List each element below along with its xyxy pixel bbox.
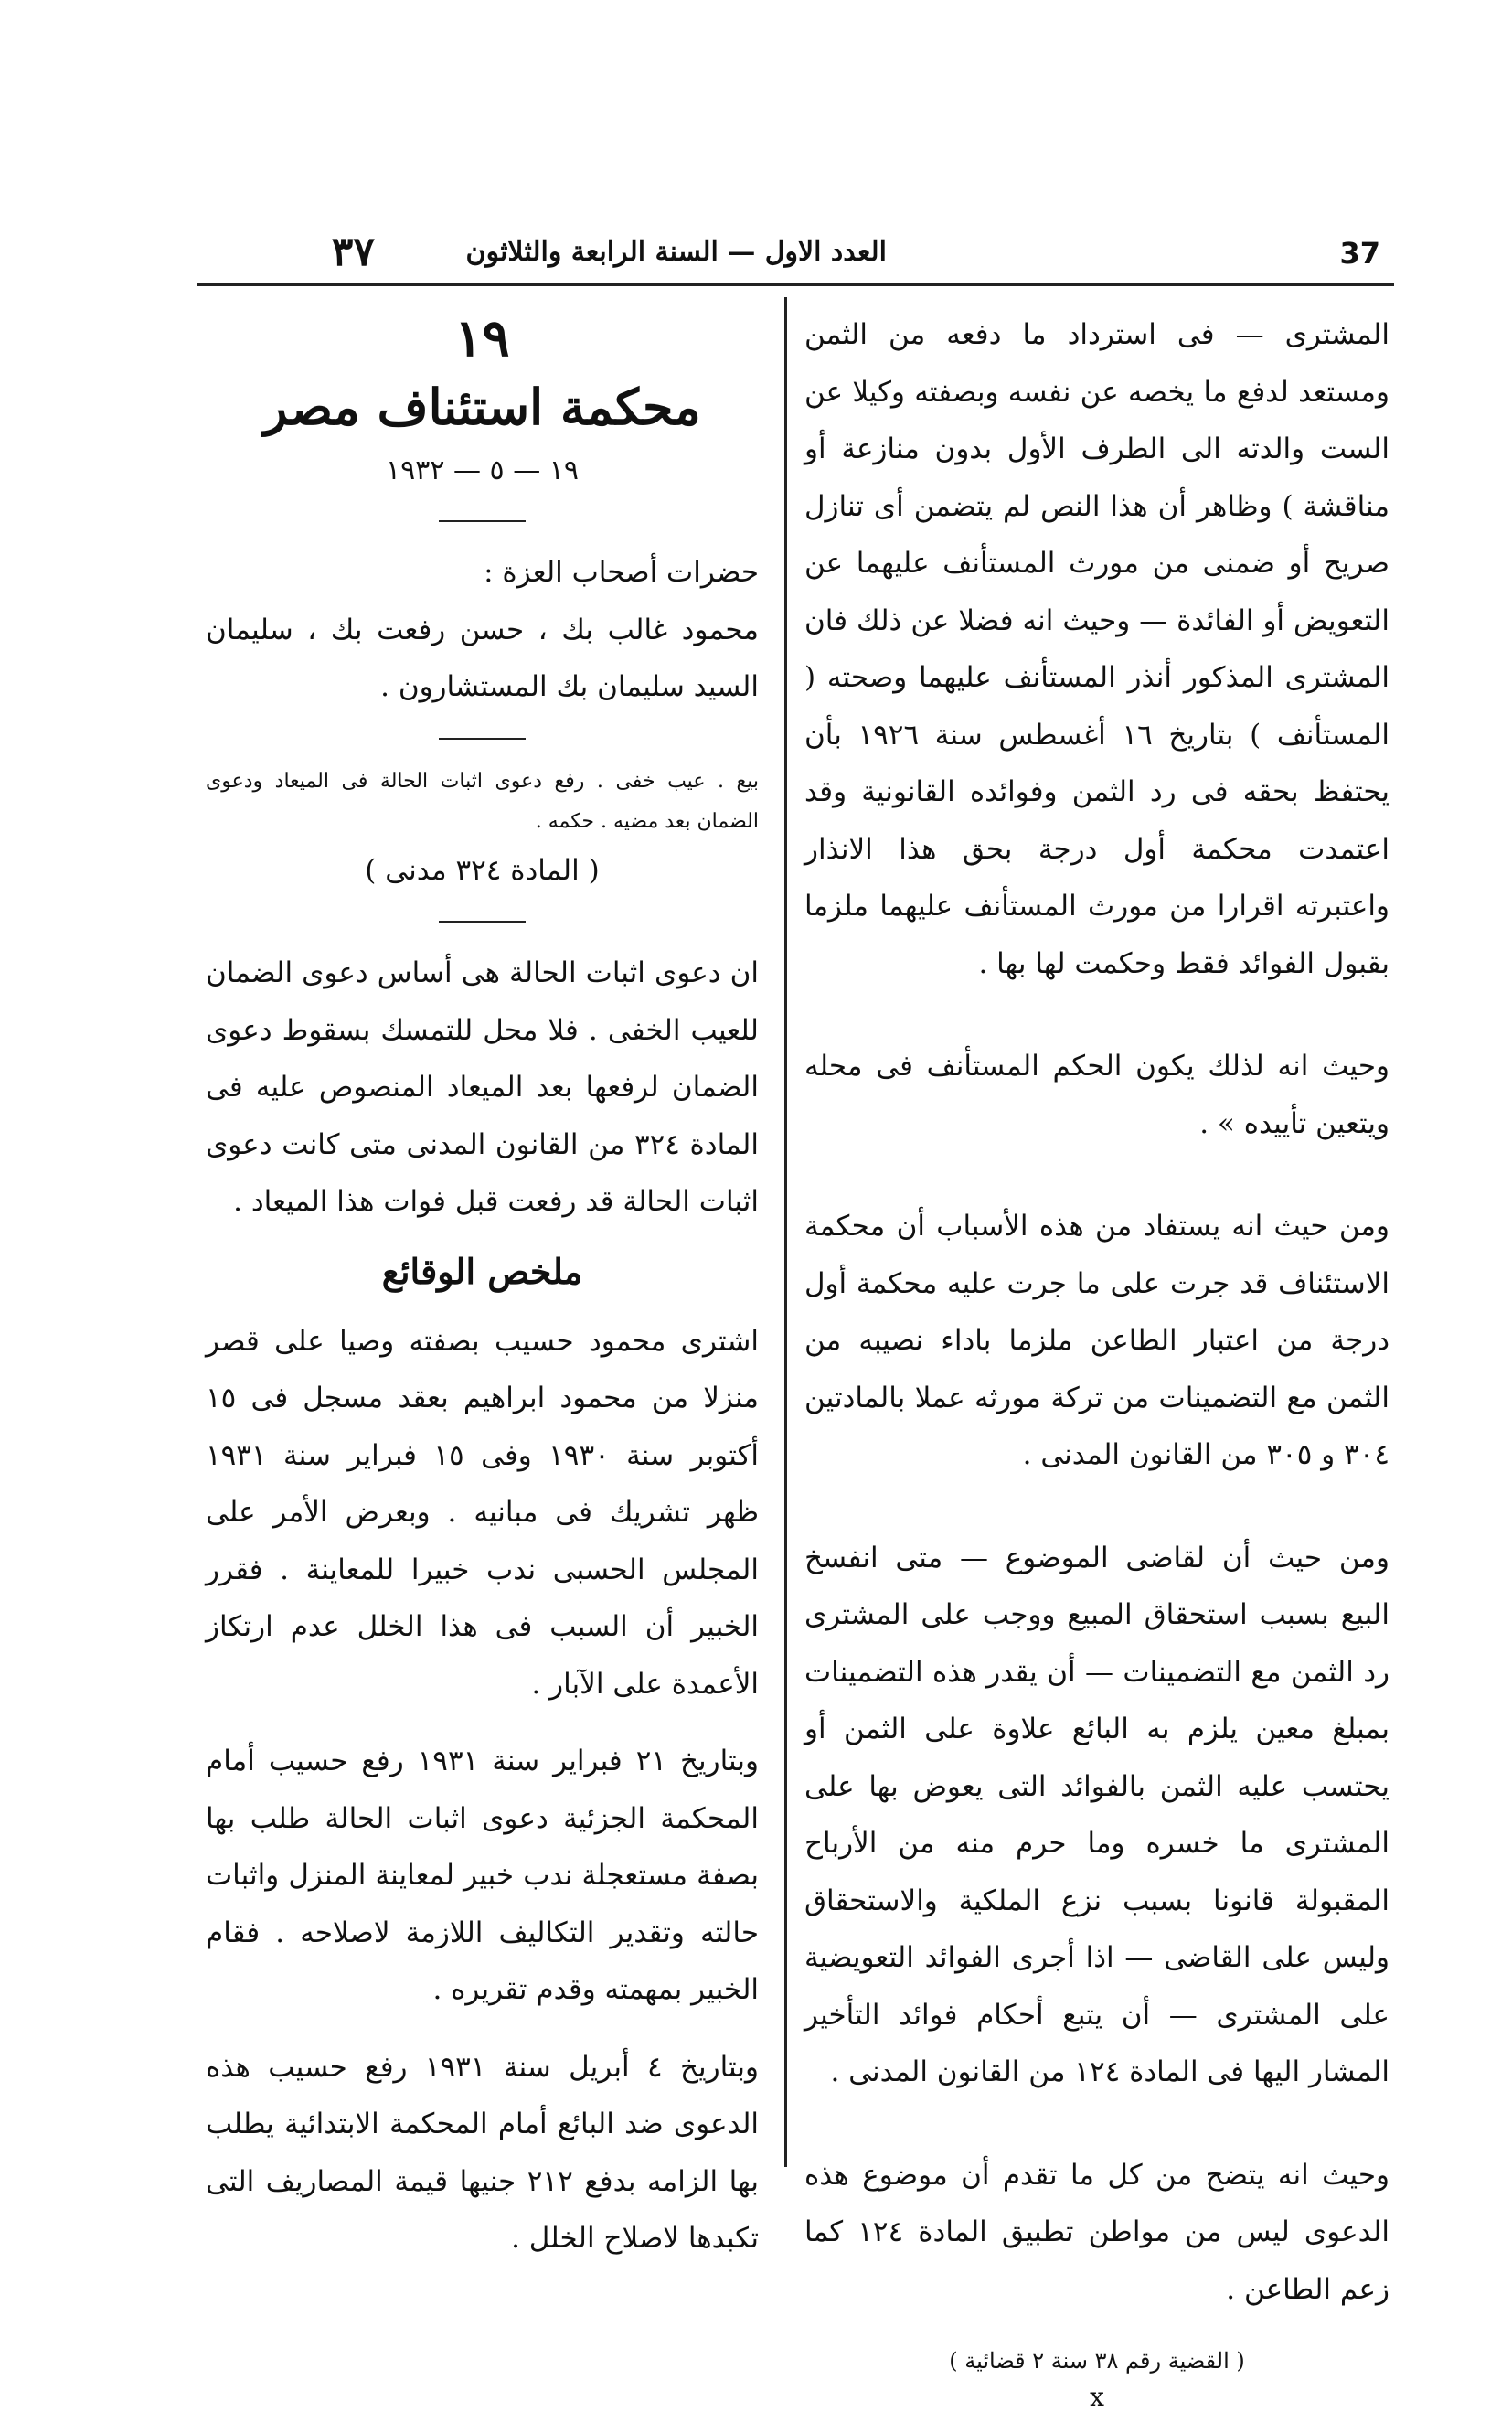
legal-principle: ان دعوى اثبات الحالة هى أساس دعوى الضمان للعيب الخفى . فلا محل للتمسك بسقوط دعوى الضمان لرفعها بعد الميعاد المنصوص عليه فى المادة ٣٢٤ من القانون المدنى متى كانت دعوى اثبات الحالة قد رفعت قبل فوات هذا الميعاد .	[206, 956, 759, 1218]
facts-title: ملخص الوقائع	[381, 1250, 583, 1292]
judgment-date: ١٩ — ٥ — ١٩٣٢	[386, 454, 579, 486]
paragraph: المشترى — فى استرداد ما دفعه من الثمن ومستعد لدفع ما يخصه عن نفسه وبصفته وكيلا عن الست والدته الى الطرف الأول بدون منازعة أو مناقشة ) وظاهر أن هذا النص لم يتضمن أى تنازل صريح أو ضمنى من مورث المستأنف عليهما عن التعويض أو الفائدة — وحيث انه فضلا عن ذلك فان المشترى المذكور أنذر المستأنف عليهما وصحته ( المستأنف ) بتاريخ ١٦ أغسطس سنة ١٩٢٦ بأن يحتفظ بحقه فى رد الثمن وفوائده القانونية وقد اعتمدت محكمة أول درجة بحق هذا الانذار واعتبرته اقرارا من مورث المستأنف عليهما ملزما بقبول الفوائد فقط وحكمت لها بها .	[804, 318, 1390, 980]
page-number-arabic: ٣٧	[331, 229, 375, 275]
attendance-names: محمود غالب بك ، حسن رفعت بك ، سليمان السيد سليمان بك المستشارون .	[206, 613, 759, 703]
paragraph: وحيث انه لذلك يكون الحكم المستأنف فى محله ويتعين تأييده » .	[804, 1050, 1390, 1140]
right-column	[804, 306, 1390, 2411]
left-column	[206, 306, 759, 2268]
facts-paragraph: وبتاريخ ٤ أبريل سنة ١٩٣١ رفع حسيب هذه الدعوى ضد البائع أمام المحكمة الابتدائية يطلب بها الزامه بدفع ٢١٢ جنيها قيمة المصاريف التى تكبدها لاصلاح الخلل .	[206, 2050, 759, 2255]
court-name: محكمة استئناف مصر	[263, 378, 701, 436]
page-header	[201, 229, 1390, 283]
keywords: بيع . عيب خفى . رفع دعوى اثبات الحالة فى الميعاد ودعوى الضمان بعد مضيه . حكمه .	[206, 769, 759, 833]
paragraph: ومن حيث أن لقاضى الموضوع — متى انفسخ البيع بسبب استحقاق المبيع ووجب على المشترى رد الثمن مع التضمينات — أن يقدر هذه التضمينات بمبلغ معين يلزم به البائع علاوة على الثمن أو يحتسب عليه الثمن بالفوائد التى يعوض بها على المشترى ما خسره وما حرم منه من الأرباح المقبولة قانونا بسبب نزع الملكية والاستحقاق وليس على القاضى — اذا أجرى الفوائد التعويضية على المشترى — أن يتبع أحكام فوائد التأخير المشار اليها فى المادة ١٢٤ من القانون المدنى .	[804, 1541, 1390, 2088]
divider	[439, 520, 526, 522]
divider	[439, 921, 526, 923]
header-rule	[197, 283, 1394, 286]
paragraph: وحيث انه يتضح من كل ما تقدم أن موضوع هذه الدعوى ليس من مواطن تطبيق المادة ١٢٤ كما زعم الطاعن .	[804, 2158, 1390, 2306]
handwritten-mark: x	[1090, 2382, 1104, 2412]
paragraph: ومن حيث انه يستفاد من هذه الأسباب أن محكمة الاستئناف قد جرت على ما جرت عليه محكمة أول درجة من اعتبار الطاعن ملزما باداء نصيبه من الثمن مع التضمينات من تركة مورثه عملا بالمادتين ٣٠٤ و ٣٠٥ من القانون المدنى .	[804, 1210, 1390, 1471]
case-citation: ( القضية رقم ٣٨ سنة ٢ قضائية )	[949, 2348, 1245, 2374]
case-number: ١٩	[454, 308, 510, 368]
facts-paragraph: وبتاريخ ٢١ فبراير سنة ١٩٣١ رفع حسيب أمام المحكمة الجزئية دعوى اثبات الحالة طلب بها بصفة مستعجلة ندب خبير لمعاينة المنزل واثبات حالته وتقدير التكاليف اللازمة لاصلاحه . فقام الخبير بمهمته وقدم تقريره .	[206, 1745, 759, 2006]
running-title: العدد الاول — السنة الرابعة والثلاثون	[465, 236, 887, 268]
facts-paragraph: اشترى محمود حسيب بصفته وصيا على قصر منزلا من محمود ابراهيم بعقد مسجل فى ١٥ أكتوبر سنة ١٩٣٠ وفى ١٥ فبراير سنة ١٩٣١ ظهر تشريك فى مبانيه . وبعرض الأمر على المجلس الحسبى ندب خبيرا للمعاينة . فقرر الخبير أن السبب فى هذا الخلل عدم ارتكاز الأعمدة على الآبار .	[206, 1324, 759, 1701]
page-number: 37	[1339, 236, 1380, 271]
attendance-heading: حضرات أصحاب العزة :	[484, 556, 759, 589]
article-reference: ( المادة ٣٢٤ مدنى )	[365, 853, 600, 887]
column-divider	[784, 297, 787, 2167]
divider	[439, 738, 526, 740]
